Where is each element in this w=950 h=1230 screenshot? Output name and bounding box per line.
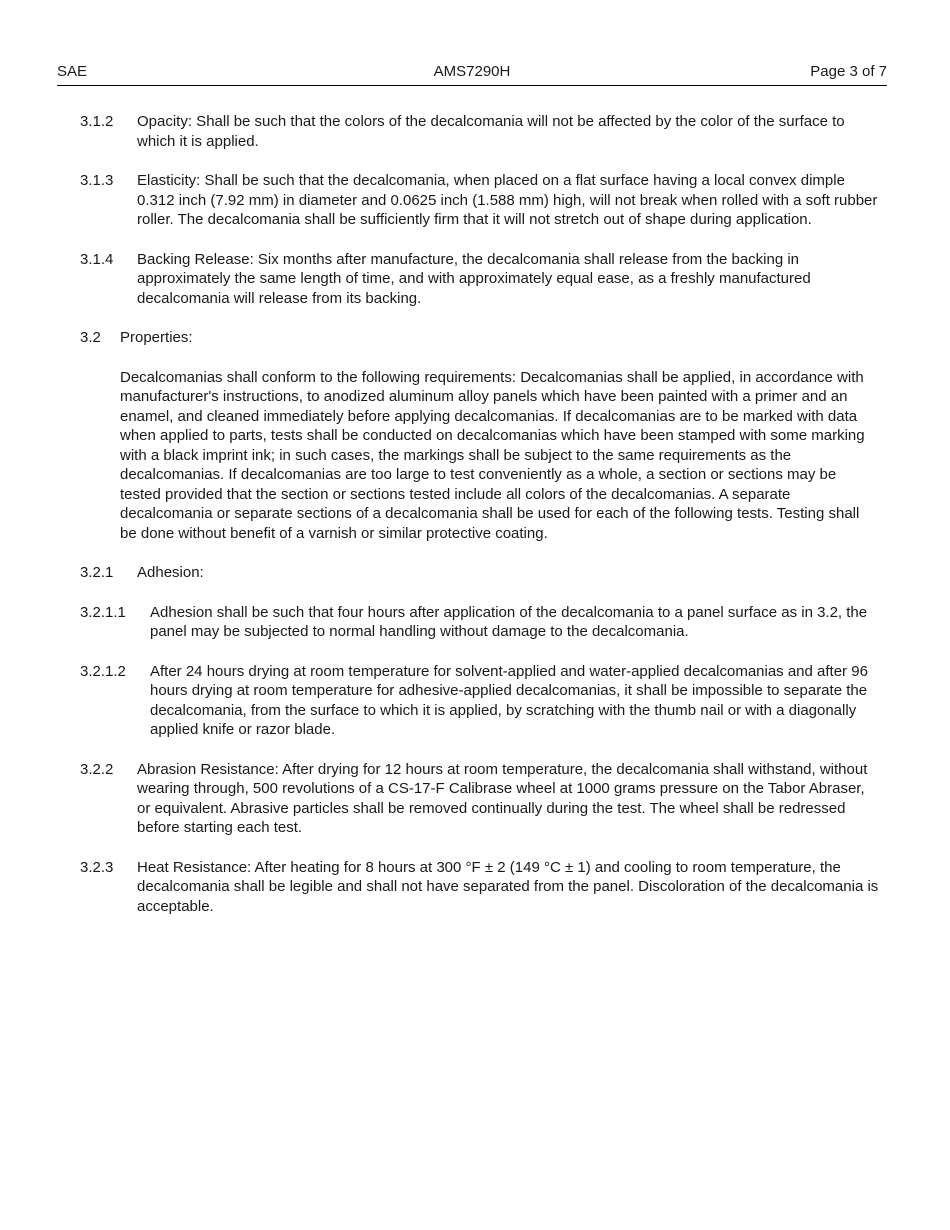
section-row <box>80 563 880 583</box>
section-row <box>80 250 880 309</box>
section-number: 3.1.3 <box>80 172 114 189</box>
section-paragraph <box>120 368 880 544</box>
section-row <box>80 328 880 348</box>
section-row <box>80 760 880 838</box>
section-row <box>80 858 880 917</box>
section-number: 3.2.3 <box>80 858 114 876</box>
section-number: 3.2.1.1 <box>80 603 126 621</box>
header-doc-number: AMS7290H <box>433 63 511 80</box>
section-number: 3.2.2 <box>80 760 114 778</box>
section-row <box>80 603 880 642</box>
section-text: Backing Release: Six months after manufacture, the decalcomania shall release from the backing in approximately the same length of time, and with approximately equal ease, as a freshly manufactured decalcomania will release from its backing. <box>137 250 811 307</box>
header-page-number: Page 3 of 7 <box>810 63 888 80</box>
section-text: Heat Resistance: After heating for 8 hours at 300 °F ± 2 (149 °C ± 1) and cooling to room temperature, the decalcomania shall be legible and shall not have separated from the panel. Discoloration of the decalcomania is acceptable. <box>137 858 879 915</box>
section-text: Opacity: Shall be such that the colors of the decalcomania will not be affected by the color of the surface to which it is applied. <box>137 113 845 150</box>
section-text: Abrasion Resistance: After drying for 12 hours at room temperature, the decalcomania shall withstand, without wearing through, 500 revolutions of a CS-17-F Calibrase wheel at 1000 grams pressure on the Tabor Abraser, or equivalent. Abrasive particles shall be removed continually during the test. The wheel shall be redressed before starting each test. <box>137 760 868 836</box>
section-text: After 24 hours drying at room temperature for solvent-applied and water-applied decalcomanias and after 96 hours drying at room temperature for adhesive-applied decalcomanias, it shall be impossible to separate the decalcomania, from the surface to which it is applied, by scratching with the thumb nail or with a diagonally applied knife or razor blade. <box>150 662 868 738</box>
section-text: Properties: <box>120 329 193 346</box>
section-number: 3.2.1 <box>80 564 114 581</box>
section-text: Decalcomanias shall conform to the following requirements: Decalcomanias shall be applied, in accordance with manufacturer's instructions, to anodized aluminum alloy panels which have been painted with a primer and an enamel, and cleaned immediately before applying decalcomanias. If decalcomanias are to be marked with data when applied to parts, tests shall be conducted on decalcomanias which have been stamped with some marking with a black imprint ink; in such cases, the markings shall be subject to the same requirements as the decalcomanias. If decalcomanias are too large to test conveniently as a whole, a section or sections may be tested provided that the section or sections tested include all colors of the decalcomanias. A separate decalcomania or separate sections of a decalcomania shall be used for each of the following tests. Testing shall be done without benefit of a varnish or similar protective coating. <box>120 368 865 542</box>
document-body <box>80 112 880 936</box>
section-text: Elasticity: Shall be such that the decalcomania, when placed on a flat surface having a local convex dimple 0.312 inch (7.92 mm) in diameter and 0.0625 inch (1.588 mm) high, will not break when rolled with a soft rubber roller. The decalcomania shall be sufficiently firm that it will not stretch out of shape during application. <box>137 172 878 228</box>
page-header <box>57 62 887 86</box>
section-text: Adhesion shall be such that four hours after application of the decalcomania to a panel surface as in 3.2, the panel may be subjected to normal handling without damage to the decalcomania. <box>150 603 868 640</box>
header-org: SAE <box>57 63 88 80</box>
section-row <box>80 662 880 740</box>
section-row <box>80 171 880 230</box>
section-text: Adhesion: <box>137 564 204 581</box>
section-number: 3.2.1.2 <box>80 662 126 680</box>
section-number: 3.1.2 <box>80 113 114 130</box>
section-number: 3.1.4 <box>80 250 114 268</box>
section-number: 3.2 <box>80 329 101 346</box>
section-row <box>80 112 880 151</box>
